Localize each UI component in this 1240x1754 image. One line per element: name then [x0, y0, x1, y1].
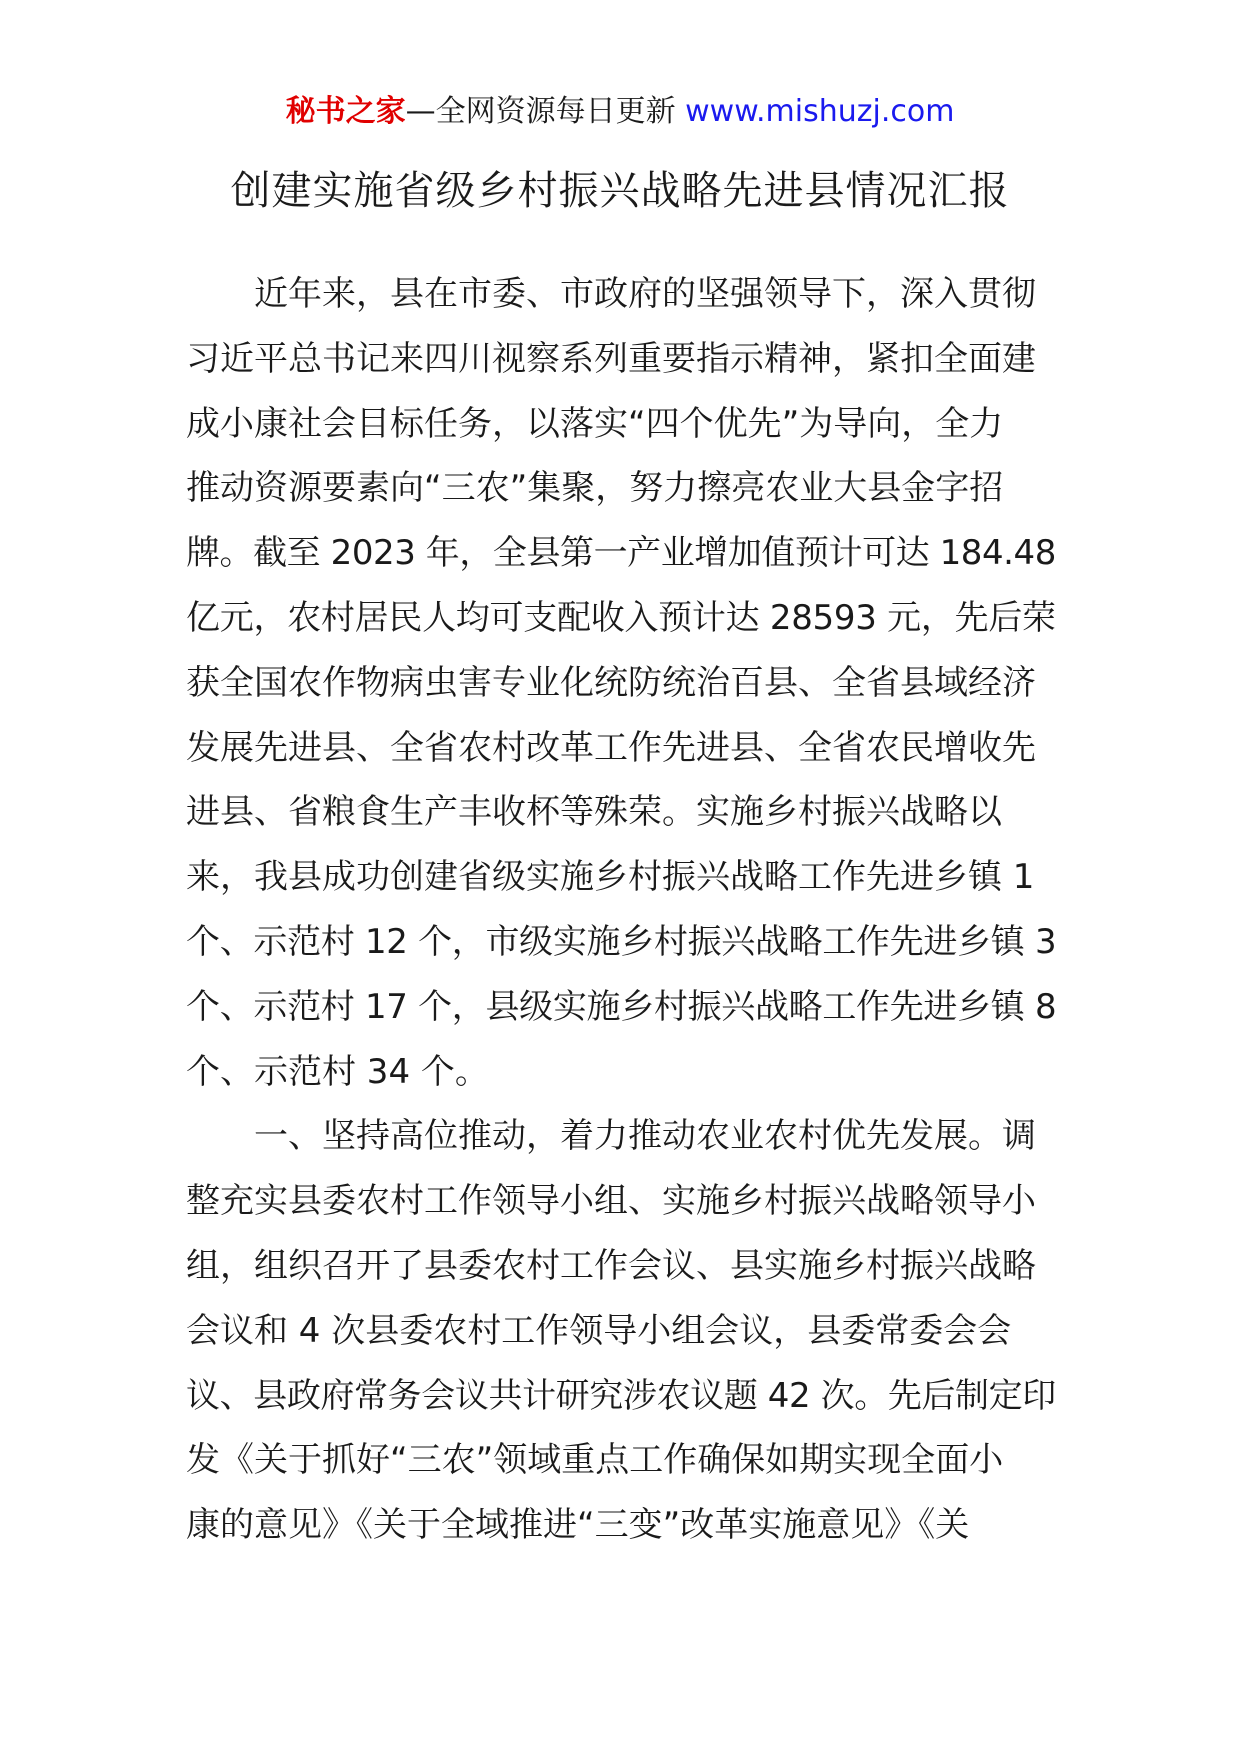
- site-url-link[interactable]: www.mishuzj.com: [685, 94, 955, 129]
- paragraph-section-one: [186, 1104, 1056, 1558]
- text-line: 来，我县成功创建省级实施乡村振兴战略工作先进乡镇 1: [186, 857, 1035, 898]
- brand-name: 秘书之家: [285, 94, 406, 129]
- text-line: 习近平总书记来四川视察系列重要指示精神，紧扣全面建: [186, 338, 1036, 379]
- text-line: 整充实县委农村工作领导小组、实施乡村振兴战略领导小: [186, 1181, 1036, 1222]
- text-line: 获全国农作物病虫害专业化统防统治百县、全省县域经济: [186, 662, 1036, 703]
- section-heading-line: [186, 1104, 1056, 1169]
- text-line: 会议和 4 次县委农村工作领导小组会议，县委常委会会: [186, 1310, 1012, 1351]
- document-body: [186, 262, 1056, 1558]
- site-header: [0, 92, 1240, 132]
- text-line: 议、县政府常务会议共计研究涉农议题 42 次。先后制定印: [186, 1375, 1056, 1416]
- text-line: 个、示范村 17 个，县级实施乡村振兴战略工作先进乡镇 8: [186, 986, 1057, 1027]
- text-line: 近年来，县在市委、市政府的坚强领导下，深入贯彻: [254, 274, 1036, 314]
- text-line: 牌。截至 2023 年，全县第一产业增加值预计可达 184.48: [186, 533, 1056, 574]
- header-tagline: —全网资源每日更新: [405, 94, 676, 129]
- text-line: 康的意见》《关于全域推进“三变”改革实施意见》《关: [186, 1505, 970, 1546]
- text-line: 发《关于抓好“三农”领域重点工作确保如期实现全面小: [186, 1440, 1004, 1481]
- section-heading: 一、坚持高位推动，着力推动农业农村优先发展。: [254, 1116, 1002, 1157]
- text-line: 成小康社会目标任务，以落实“四个优先”为导向，全力: [186, 403, 1004, 444]
- text-line: 发展先进县、全省农村改革工作先进县、全省农民增收先: [186, 727, 1036, 768]
- text-line: 进县、省粮食生产丰收杯等殊荣。实施乡村振兴战略以: [186, 792, 1002, 833]
- text-fragment: 调: [1002, 1116, 1036, 1157]
- text-line: 个、示范村 34 个。: [186, 1051, 489, 1092]
- text-line: 组，组织召开了县委农村工作会议、县实施乡村振兴战略: [186, 1245, 1036, 1286]
- paragraph-intro: [186, 262, 1056, 1104]
- text-line: 推动资源要素向“三农”集聚，努力擦亮农业大县金字招: [186, 468, 1004, 509]
- text-line: 个、示范村 12 个，市级实施乡村振兴战略工作先进乡镇 3: [186, 921, 1057, 962]
- text-line: 亿元，农村居民人均可支配收入预计达 28593 元，先后荣: [186, 597, 1056, 638]
- document-title: 创建实施省级乡村振兴战略先进县情况汇报: [230, 168, 1010, 214]
